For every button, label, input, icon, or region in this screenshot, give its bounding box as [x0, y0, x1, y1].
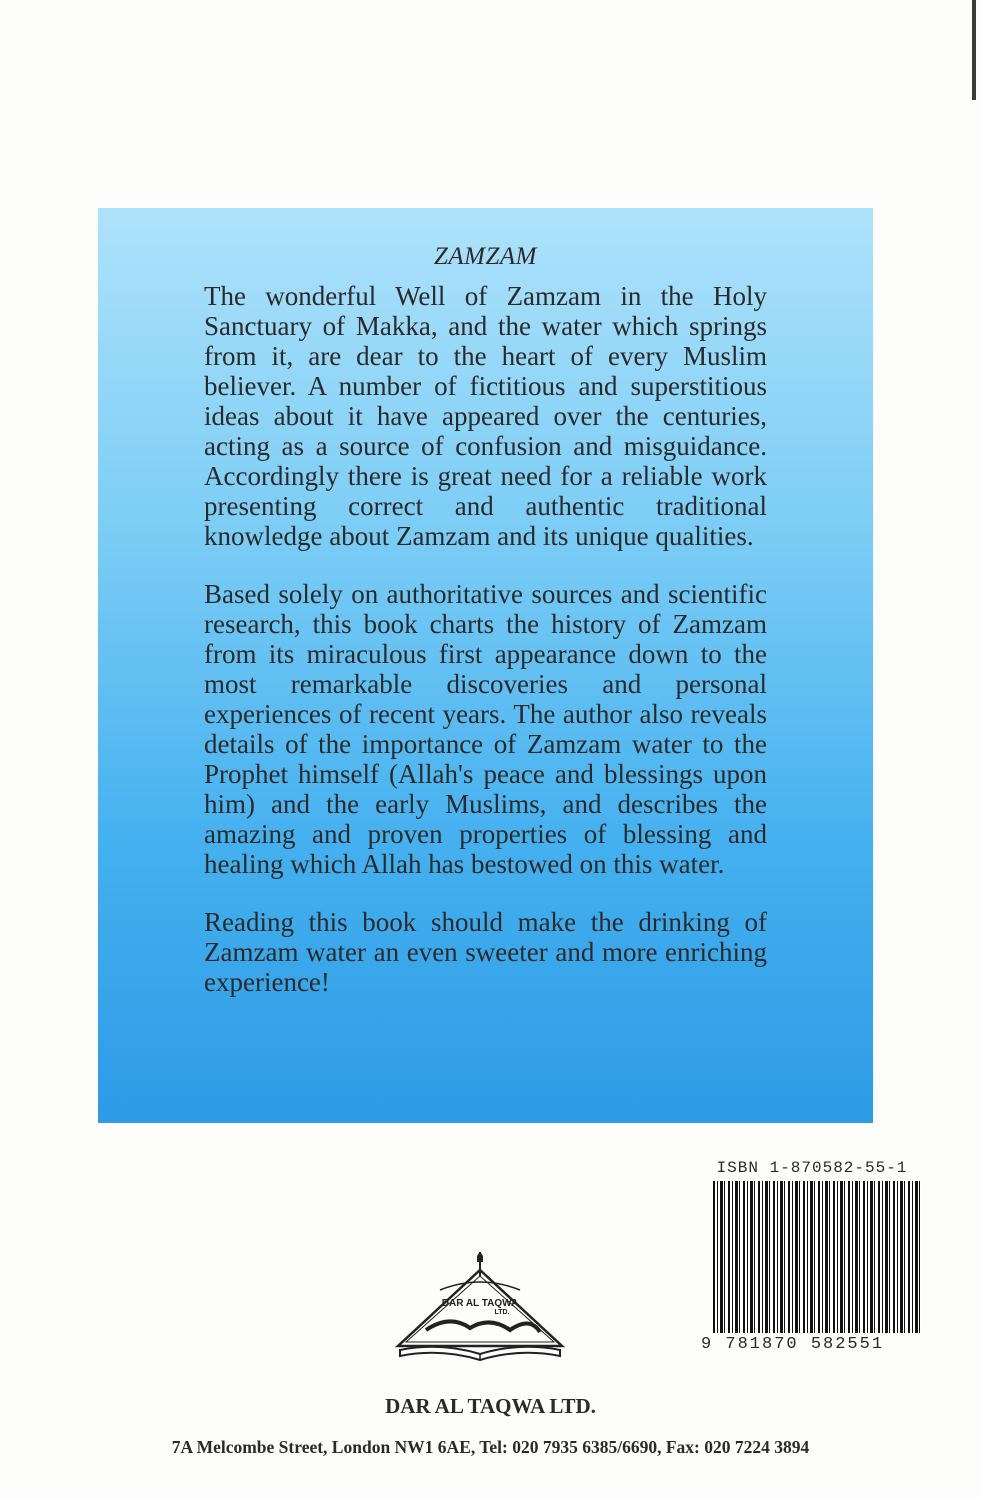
isbn-barcode	[701, 1159, 923, 1364]
logo-text: DAR AL TAQWA	[441, 1298, 519, 1309]
blurb-title: ZAMZAM	[434, 243, 537, 270]
blurb-paragraph-3: Reading this book should make the drinking of Zamzam water an even sweeter and more enriching experience!	[204, 907, 767, 997]
barcode-number: 9 781870 582551	[701, 1335, 885, 1354]
blurb-paragraph-2: Based solely on authoritative sources and scientific research, this book charts the history of Zamzam from its miraculous first appearance down to the most remarkable discoveries and personal experiences of recent years. The author also reveals details of the importance of Zamzam water to the Prophet himself (Allah's peace and blessings upon him) and the early Muslims, and describes the amazing and proven properties of blessing and healing which Allah has bestowed on this water.	[204, 579, 767, 879]
publisher-name: DAR AL TAQWA LTD.	[385, 1394, 596, 1418]
logo-subtext: LTD.	[494, 1309, 510, 1316]
publisher-logo	[390, 1250, 570, 1365]
publisher-address: 7A Melcombe Street, London NW1 6AE, Tel: 020 7935 6385/6690, Fax: 020 7224 3894	[171, 1437, 810, 1457]
barcode-bars	[713, 1181, 921, 1333]
blurb-paragraph-1: The wonderful Well of Zamzam in the Holy Sanctuary of Makka, and the water which springs from it, are dear to the heart of every Muslim believer. A number of fictitious and superstitious ideas about it have appeared over the centuries, acting as a source of confusion and misguidance. Accordingly there is great need for a reliable work presenting correct and authentic traditional knowledge about Zamzam and its unique qualities.	[204, 281, 767, 551]
page-edge-line	[972, 0, 976, 100]
blurb-panel	[98, 208, 873, 1123]
isbn-label: ISBN 1-870582-55-1	[716, 1159, 908, 1177]
